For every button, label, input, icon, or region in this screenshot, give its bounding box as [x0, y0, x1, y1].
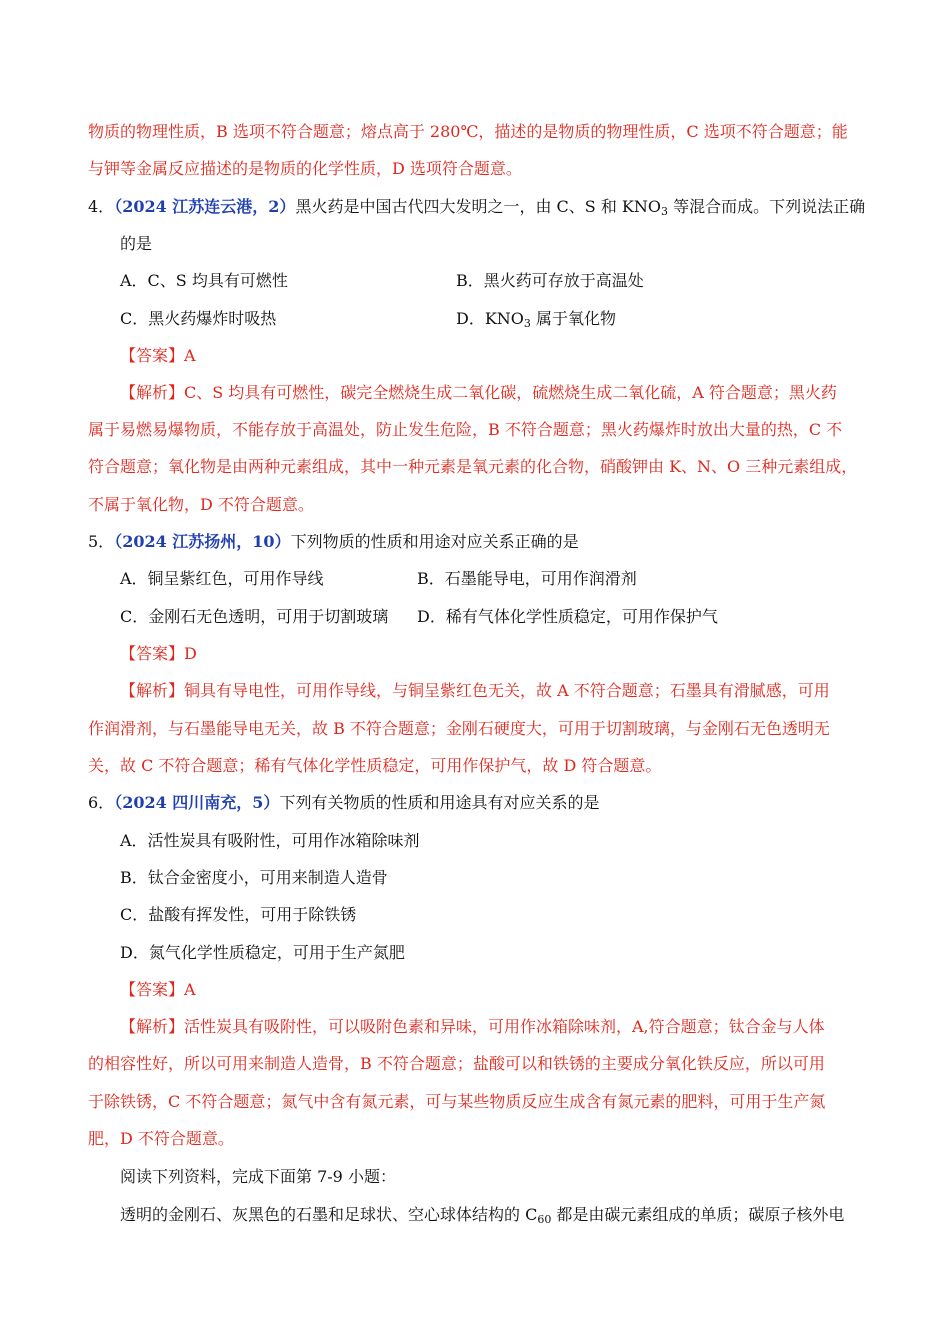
question-source: （2024 江苏扬州，10） [114, 532, 291, 551]
analysis-line: 作润滑剂，与石墨能导电无关，故 B 不符合题意；金刚石硬度大，可用于切割玻璃，与金刚石无色透明无 [88, 719, 830, 738]
question-number: 6． [88, 793, 115, 812]
question-5-stem: 5．（2024 江苏扬州，10）下列物质的性质和用途对应关系正确的是 [88, 532, 579, 551]
question-4-stem-cont: 的是 [120, 234, 153, 253]
option-c: C．盐酸有挥发性，可用于除铁锈 [120, 905, 357, 924]
analysis-line: 的相容性好，所以可用来制造人造骨，B 不符合题意；盐酸可以和铁锈的主要成分氧化铁反应，所以可用 [88, 1054, 825, 1073]
option-a: A．活性炭具有吸附性，可用作冰箱除味剂 [120, 831, 420, 850]
question-4-stem: 4．（2024 江苏连云港，2）黑火药是中国古代四大发明之一，由 C、S 和 $KNO_3$ 等混合而成。下列说法正确 [88, 197, 866, 218]
reading-intro: 阅读下列资料，完成下面第 7-9 小题： [120, 1167, 396, 1186]
option-c: C．黑火药爆炸时吸热 [120, 309, 277, 328]
analysis-line: 【解析】铜具有导电性，可用作导线，与铜呈紫红色无关，故 A 不符合题意；石墨具有滑腻感，可用 [120, 681, 830, 700]
analysis-line: 于除铁锈，C 不符合题意；氮气中含有氮元素，可与某些物质反应生成含有氮元素的肥料，可用于生产氮 [88, 1092, 826, 1111]
option-c: C．金刚石无色透明，可用于切割玻璃 [120, 607, 389, 626]
option-b: B．石墨能导电，可用作润滑剂 [417, 569, 637, 588]
option-b: B．黑火药可存放于高温处 [456, 271, 644, 290]
answer: 【答案】D [120, 644, 197, 663]
question-source: （2024 江苏连云港，2） [114, 197, 296, 216]
question-6-stem: 6．（2024 四川南充，5）下列有关物质的性质和用途具有对应关系的是 [88, 793, 600, 812]
option-d: D．$KNO_3$ 属于氧化物 [456, 309, 616, 330]
analysis-line: 肥，D 不符合题意。 [88, 1129, 234, 1148]
option-b: B．钛合金密度小，可用来制造人造骨 [120, 868, 388, 887]
option-a: A．C、S 均具有可燃性 [120, 271, 288, 290]
analysis-line: 【解析】活性炭具有吸附性，可以吸附色素和异味，可用作冰箱除味剂，A,符合题意；钛合金与人体 [120, 1017, 825, 1036]
analysis-line: 物质的物理性质，B 选项不符合题意；熔点高于 280℃，描述的是物质的物理性质，C 选项不符合题意；能 [88, 122, 848, 141]
analysis-line: 【解析】C、S 均具有可燃性，碳完全燃烧生成二氧化碳，硫燃烧生成二氧化硫，A 符合题意；黑火药 [120, 383, 837, 402]
question-number: 4． [88, 197, 115, 216]
analysis-line: 关，故 C 不符合题意；稀有气体化学性质稳定，可用作保护气，故 D 符合题意。 [88, 756, 662, 775]
analysis-line: 符合题意；氧化物是由两种元素组成，其中一种元素是氧元素的化合物，硝酸钾由 K、N、O 三种元素组成， [88, 457, 858, 476]
question-source: （2024 四川南充，5） [114, 793, 280, 812]
option-d: D．氮气化学性质稳定，可用于生产氮肥 [120, 943, 405, 962]
analysis-line: 与钾等金属反应描述的是物质的化学性质，D 选项符合题意。 [88, 159, 522, 178]
analysis-line: 属于易燃易爆物质，不能存放于高温处，防止发生危险，B 不符合题意；黑火药爆炸时放出大量的热，C 不 [88, 420, 843, 439]
question-number: 5． [88, 532, 115, 551]
reading-text: 透明的金刚石、灰黑色的石墨和足球状、空心球体结构的 $C_{60}$ 都是由碳元素组成的单质；碳原子核外电 [120, 1205, 845, 1226]
option-d: D．稀有气体化学性质稳定，可用作保护气 [417, 607, 718, 626]
analysis-line: 不属于氧化物，D 不符合题意。 [88, 495, 314, 514]
option-a: A．铜呈紫红色，可用作导线 [120, 569, 324, 588]
answer: 【答案】A [120, 346, 196, 365]
answer: 【答案】A [120, 980, 196, 999]
